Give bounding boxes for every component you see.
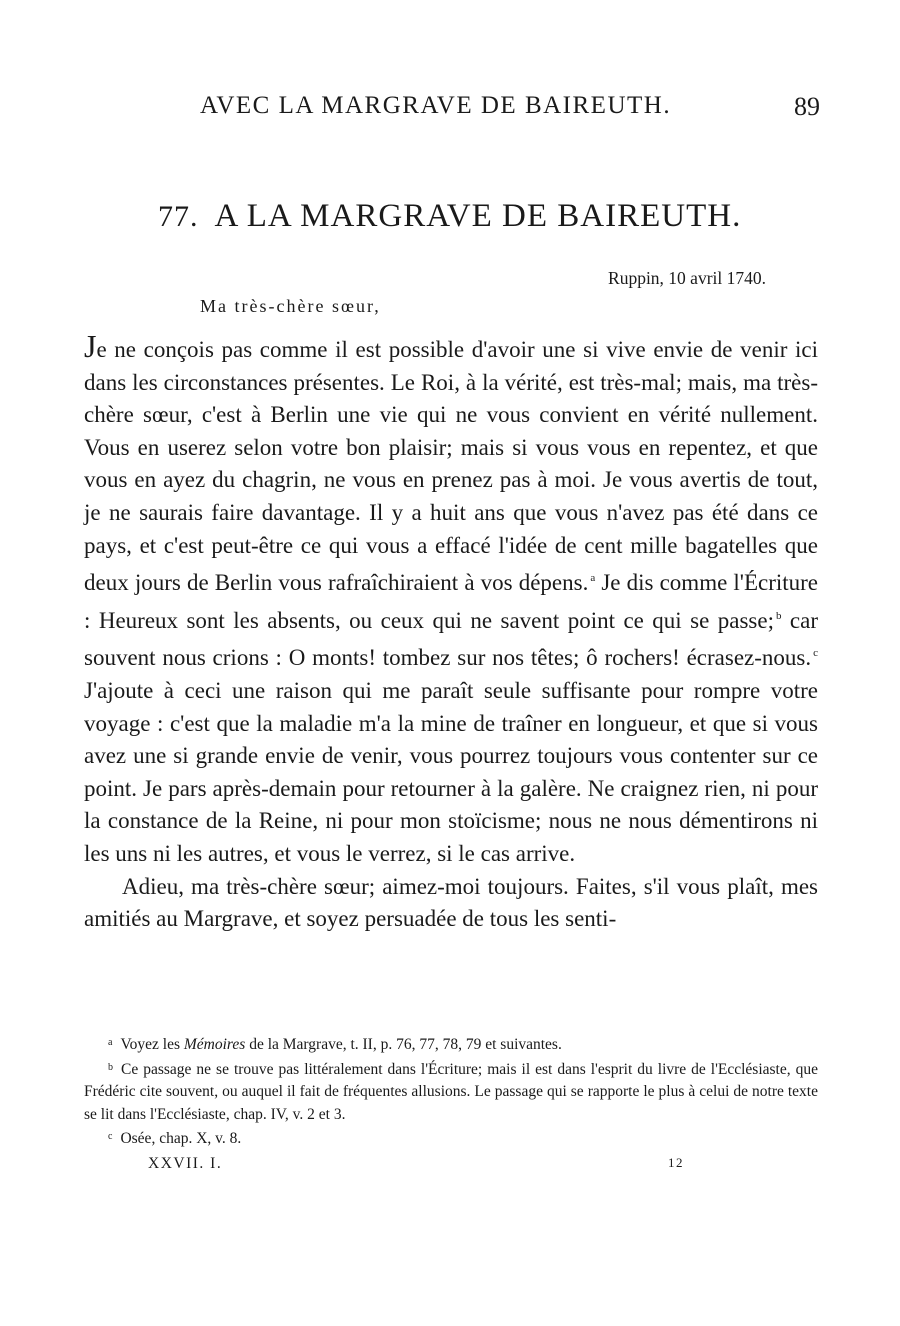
dateline: Ruppin, 10 avril 1740. [608,268,766,288]
footnote-ref-a: a [590,572,596,585]
footnote-a-mark: a [108,1037,113,1048]
paragraph-1-text-1: e ne conçois pas comme il est possible d'avoir une si vive envie de venir ici dans les circonstances présentes. Le Roi, à la vérité, est très-mal; mais, ma très-chère sœur, c'est à Berlin une vie qui ne vous convient en vérité nullement. Vous en userez selon votre bon plaisir; mais si vous vous en repentez, et que vous en ayez du chagrin, ne vous en prenez pas à moi. Je vous avertis de tout, je ne saurais faire davantage. Il y a huit ans que vous n'avez pas été dans ce pays, et c'est peut-être ce qui vous a effacé l'idée de cent mille bagatelles que deux jours de Berlin vous rafraîchiraient à vos dépens. [84,337,818,596]
paragraph-1 [84,330,818,871]
footnote-b-mark: b [108,1061,113,1073]
signature-number: 12 [668,1155,684,1170]
footnote-ref-b: b [775,609,782,622]
paragraph-2: Adieu, ma très-chère sœur; aimez-moi toujours. Faites, s'il vous plaît, mes amitiés au Margrave, et soyez persuadée de tous les senti- [84,873,818,932]
paragraph-1-text-3: car souvent nous crions : O monts! tombez sur nos têtes; ô rochers! écrasez-nous. [84,607,818,671]
footnote-ref-c: c [813,647,818,660]
page-number: 89 [794,92,820,121]
footnote-a-italic: Mémoires [183,1036,246,1053]
salutation: Ma très-chère sœur, [200,296,381,316]
running-title: AVEC LA MARGRAVE DE BAIREUTH. [200,92,672,119]
footnotes [84,1032,818,1151]
footnote-a-text-2: de la Margrave, t. II, p. 76, 77, 78, 79 et suivantes. [245,1036,562,1053]
footnote-c [84,1126,818,1151]
footnote-c-mark: c [108,1131,113,1142]
paragraph-1-text-2: Je dis comme l'Écriture : Heureux sont les absents, ou ceux qui ne savent point ce qui se passe; [84,570,819,633]
letter-number: 77. [158,200,199,233]
drop-cap: J [84,328,97,364]
signature-volume: XXVII. I. [148,1155,223,1172]
footnote-c-text: Osée, chap. X, v. 8. [120,1130,242,1147]
footnote-a-text-1: Voyez les [120,1036,184,1053]
letter-heading [158,198,758,235]
paragraph-1-text-4: J'ajoute à ceci une raison qui me paraît seule suffisante pour rompre votre voyage : c'est que la maladie m'a la mine de traîner en longueur, et que si vous avez une si grande envie de venir, vous pourrez toujours vous contenter sur ce point. Je pars après-demain pour retourner à la galère. Ne craignez rien, ni pour la constance de la Reine, ni pour mon stoïcisme; nous ne nous démentirons ni les uns ni les autres, et vous le verrez, si le cas arrive. [84,677,818,866]
footnote-a [84,1032,818,1057]
letter-body [84,330,818,936]
letter-title: A LA MARGRAVE DE BAIREUTH. [214,198,742,234]
footnote-b [84,1057,818,1127]
footnote-b-text: Ce passage ne se trouve pas littéralement dans l'Écriture; mais il est dans l'esprit du livre de l'Ecclésiaste, que Frédéric cite souvent, ou auquel il fait de fréquentes allusions. Le passage qui se rapporte le plus à celui de notre texte se lit dans l'Ecclésiaste, chap. IV, v. 2 et 3. [84,1060,818,1123]
